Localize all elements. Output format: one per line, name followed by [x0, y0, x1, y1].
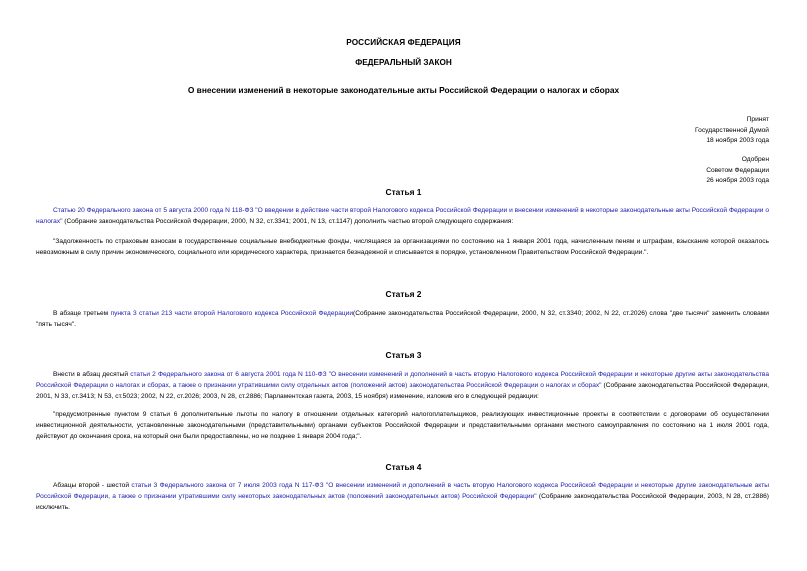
- article-2-heading: Статья 2: [385, 289, 422, 299]
- approved-by: Советом Федерации: [706, 166, 769, 174]
- article-4-paragraph-1: [36, 480, 769, 513]
- adopted-label: Принят: [746, 116, 769, 123]
- article-3-paragraph-2: "предусмотренные пунктом 9 статьи 6 дополнительные льготы по налогу в отношении отдельных категорий налогоплательщиков, реализующих инвестиционные проекты в соответствии с договорами об осуществлении инвестиционной деятельности, установленные законодательными (представительными) органами субъектов Российской Федерации и представительными органами местного самоуправления по состоянию на 1 июля 2001 года, действуют до окончания срока, на который они были предоставлены, но не позднее 1 января 2004 года;".: [36, 411, 769, 440]
- article-2-link[interactable]: пункта 3 статьи 213 части второй Налогового кодекса Российской Федерации: [110, 310, 354, 317]
- adopted-by: Государственной Думой: [695, 126, 769, 134]
- article-2-text: (Собрание законодательства Российской Федерации, 2000, N 32, ст.3340; 2002, N 22, ст.2026) слова "две тысячи" заменить словами "пять тысяч".: [36, 310, 769, 328]
- article-3-heading: Статья 3: [385, 350, 422, 360]
- approval-block: [569, 155, 769, 187]
- article-3-paragraph-1: [36, 369, 769, 402]
- article-1-heading: Статья 1: [385, 187, 422, 197]
- approved-label: Одобрен: [741, 156, 769, 163]
- law-title: О внесении изменений в некоторые законодательные акты Российской Федерации о налогах и сборах: [187, 85, 620, 95]
- article-2-paragraph-1: [36, 308, 769, 330]
- article-4-link[interactable]: статьи 3 Федерального закона от 7 июля 2003 года N 117-ФЗ "О внесении изменений и дополнений в часть вторую Налогового кодекса Российской Федерации и некоторые другие законодательные акты Российской Федерации, а также о признании утратившими силу некоторых законодательных актов (положений законодательных актов) Российской Федерации": [36, 482, 769, 500]
- adopted-date: 18 ноября 2003 года: [706, 137, 769, 144]
- article-2-pre: В абзаце третьем: [53, 310, 111, 317]
- adoption-block: [569, 115, 769, 147]
- article-4-pre: Абзацы второй - шестой: [53, 482, 132, 489]
- doc-type-heading: ФЕДЕРАЛЬНЫЙ ЗАКОН: [355, 58, 452, 67]
- article-1-text: (Собрание законодательства Российской Федерации, 2000, N 32, ст.3341; 2001, N 13, ст.1147) дополнить частью второй следующего содержания:: [62, 218, 514, 225]
- country-heading: РОССИЙСКАЯ ФЕДЕРАЦИЯ: [346, 38, 461, 47]
- approved-date: 26 ноября 2003 года: [706, 177, 769, 184]
- article-1-paragraph-2: "Задолженность по страховым взносам в государственные социальные внебюджетные фонды, числящаяся за организациями по состоянию на 1 января 2001 года, начисленным пеням и штрафам, взыскание которой оказалось невозможным в силу причин экономического, социального или юридического характера, признается безнадежной и списывается в порядке, установленном Правительством Российской Федерации.".: [36, 238, 769, 256]
- article-1-link[interactable]: Статью 20 Федерального закона от 5 августа 2000 года N 118-ФЗ "О введении в действие части второй Налогового кодекса Российской Федерации и внесении изменений в некоторые законодательные акты Российской Федерации о налогах": [36, 207, 769, 225]
- article-4-text: (Собрание законодательства Российской Федерации, 2003, N 28, ст.2886) исключить.: [36, 493, 769, 511]
- article-3-pre: Внести в абзац десятый: [53, 371, 131, 378]
- article-4-heading: Статья 4: [385, 462, 422, 472]
- article-1-paragraph-1: [36, 205, 769, 227]
- article-3-text: (Собрание законодательства Российской Федерации, 2001, N 33, ст.3413; N 53, ст.5023; 2002, N 22, ст.2026; 2003, N 28, ст.2886; Парламентская газета, 2003, 15 ноября) изменение, изложив его в следующей редакции:: [36, 382, 769, 400]
- article-3-link[interactable]: статьи 2 Федерального закона от 6 августа 2001 года N 110-ФЗ "О внесении изменений и дополнений в часть вторую Налогового кодекса Российской Федерации и некоторые другие акты законодательства Российской Федерации о налогах и сборах, а также о признании утратившими силу отдельных актов (положений актов) законодательства Российской Федерации о налогах и сборах": [36, 371, 769, 389]
